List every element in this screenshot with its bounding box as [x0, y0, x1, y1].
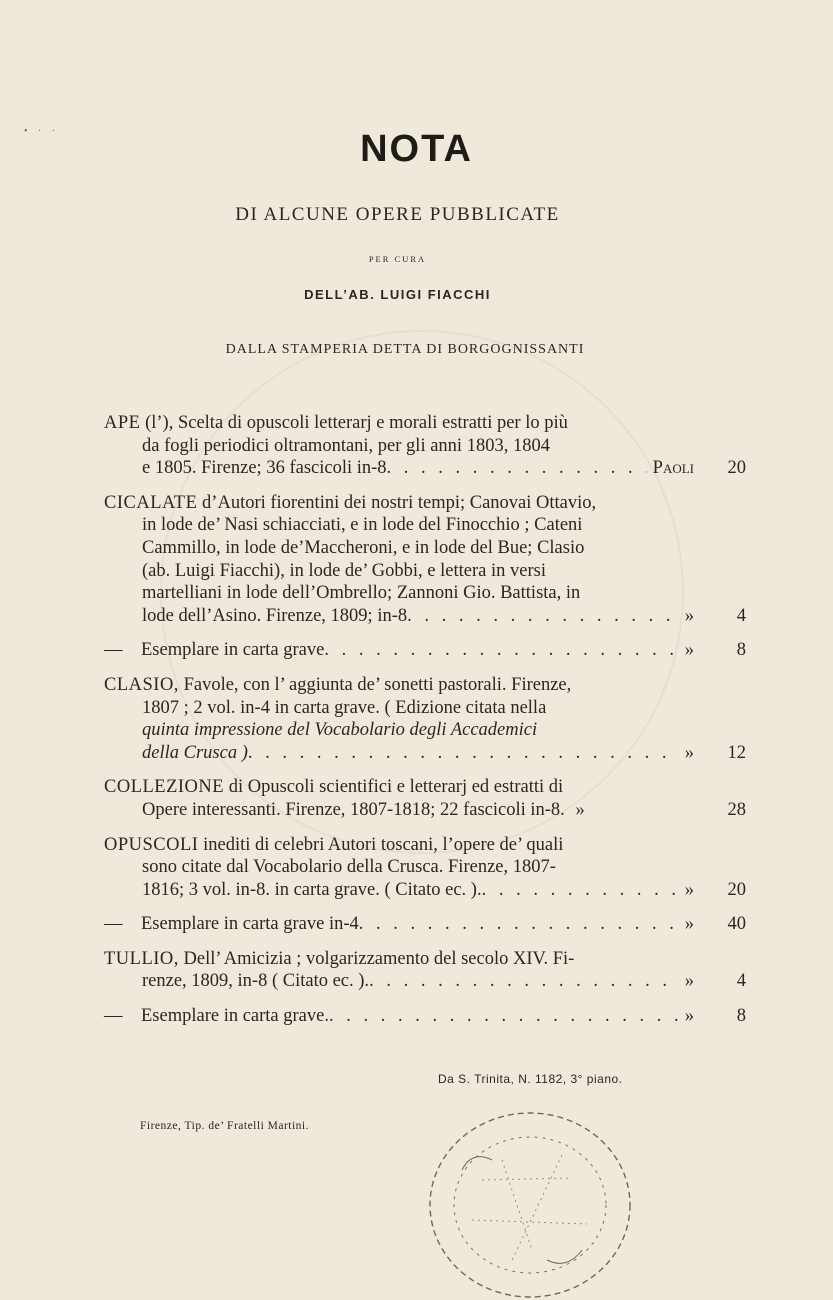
printer-imprint: Firenze, Tip. de’ Fratelli Martini.	[140, 1120, 310, 1132]
list-item	[104, 639, 746, 662]
editor-line: DELL’AB. LUIGI FIACCHI	[304, 287, 491, 302]
entry-dash: —	[104, 640, 123, 661]
entry-tail: Opere interessanti. Firenze, 1807-1818; 22 fascicoli in-8.	[142, 799, 565, 820]
entry-line: Dell’ Amicizia ; volgarizzamento del secolo XIV. Fi-	[183, 948, 575, 969]
entry-tail: e 1805. Firenze; 36 fascicoli in-8	[142, 458, 387, 479]
per-cura-line: PER CURA	[368, 254, 427, 264]
entry-price: 8	[736, 1006, 746, 1027]
entry-head: CICALATE	[104, 492, 198, 513]
entry-line: in lode de’ Nasi schiacciati, e in lode del Finocchio ; Cateni	[142, 515, 583, 536]
entry-tail-post: »	[684, 742, 694, 763]
entry-head: TULLIO,	[104, 948, 179, 969]
entry-line: (l’), Scelta di opuscoli letterarj e morali estratti per lo più	[145, 413, 568, 433]
entry-price: 8	[736, 640, 746, 661]
page-subtitle: DI ALCUNE OPERE PUBBLICATE	[235, 204, 560, 225]
entry-tail: Esemplare in carta grave.	[141, 1006, 329, 1027]
entry-head: CLASIO,	[104, 674, 179, 695]
page-title: NOTA	[360, 128, 473, 170]
entry-line: d’Autori fiorentini dei nostri tempi; Canovai Ottavio,	[202, 492, 597, 513]
entry-tail: Esemplare in carta grave in-4	[141, 914, 359, 935]
entry-price: 20	[727, 879, 746, 900]
entry-line: sono citate dal Vocabolario della Crusca. Firenze, 1807-	[142, 857, 556, 878]
catalog-entries	[104, 412, 746, 1040]
library-stamp-icon	[412, 1100, 642, 1300]
entry-tail-post: »	[684, 879, 694, 900]
entry-tail-post: »	[684, 971, 694, 992]
entry-tail-post: »	[684, 605, 694, 626]
entry-price: 4	[736, 971, 746, 992]
entry-price: 28	[727, 799, 746, 820]
entry-tail: 1816; 3 vol. in-8. in carta grave. ( Citato ec. ).	[142, 879, 482, 900]
list-item	[104, 776, 746, 821]
entry-price: 20	[727, 458, 746, 479]
list-item	[104, 492, 746, 628]
list-item	[104, 948, 746, 993]
entry-tail-post: »	[684, 640, 694, 661]
list-item	[104, 834, 746, 902]
entry-dash: —	[104, 1006, 123, 1027]
entry-line: inediti di celebri Autori toscani, l’opere de’ quali	[203, 834, 564, 855]
list-item	[104, 674, 746, 764]
entry-tail-post: »	[684, 914, 694, 935]
entry-line: martelliani in lode dell’Ombrello; Zannoni Gio. Battista, in	[142, 583, 581, 604]
ink-specks: • · ·	[24, 126, 60, 137]
entry-line: da fogli periodici oltramontani, per gli anni 1803, 1804	[142, 435, 550, 456]
entry-dash: —	[104, 914, 123, 935]
entry-line: di Opuscoli scientifici e letterarj ed estratti di	[228, 777, 564, 798]
entry-line: Favole, con l’ aggiunta de’ sonetti pastorali. Firenze,	[183, 674, 572, 695]
entry-price: 40	[727, 914, 746, 935]
entry-tail-post: »	[684, 1006, 694, 1027]
entry-line: quinta impressione del Vocabolario degli Accademici	[142, 720, 538, 741]
entry-line: 1807 ; 2 vol. in-4 in carta grave. ( Edizione citata nella	[142, 697, 547, 718]
entry-tail-post: Paoli	[652, 458, 694, 479]
list-item	[104, 1005, 746, 1028]
list-item	[104, 913, 746, 936]
entry-tail: renze, 1809, in-8 ( Citato ec. ).	[142, 971, 370, 992]
entry-line: Cammillo, in lode de’Maccheroni, e in lode del Bue; Clasio	[142, 537, 585, 558]
entry-head: COLLEZIONE	[104, 777, 225, 798]
entry-head: APE	[104, 413, 141, 433]
entry-tail-post: »	[575, 799, 585, 820]
entry-head: OPUSCOLI	[104, 834, 199, 855]
publisher-address: Da S. Trinita, N. 1182, 3° piano.	[438, 1072, 623, 1086]
entry-price: 12	[727, 742, 746, 763]
entry-tail: lode dell’Asino. Firenze, 1809; in-8	[142, 605, 408, 626]
entry-price: 4	[736, 605, 746, 626]
entry-line: (ab. Luigi Fiacchi), in lode de’ Gobbi, e lettera in versi	[142, 560, 546, 581]
list-item	[104, 412, 746, 480]
printer-line: DALLA STAMPERIA DETTA DI BORGOGNISSANTI	[225, 342, 585, 357]
entry-tail: Esemplare in carta grave	[141, 640, 325, 661]
entry-tail: della Crusca )	[142, 742, 248, 763]
